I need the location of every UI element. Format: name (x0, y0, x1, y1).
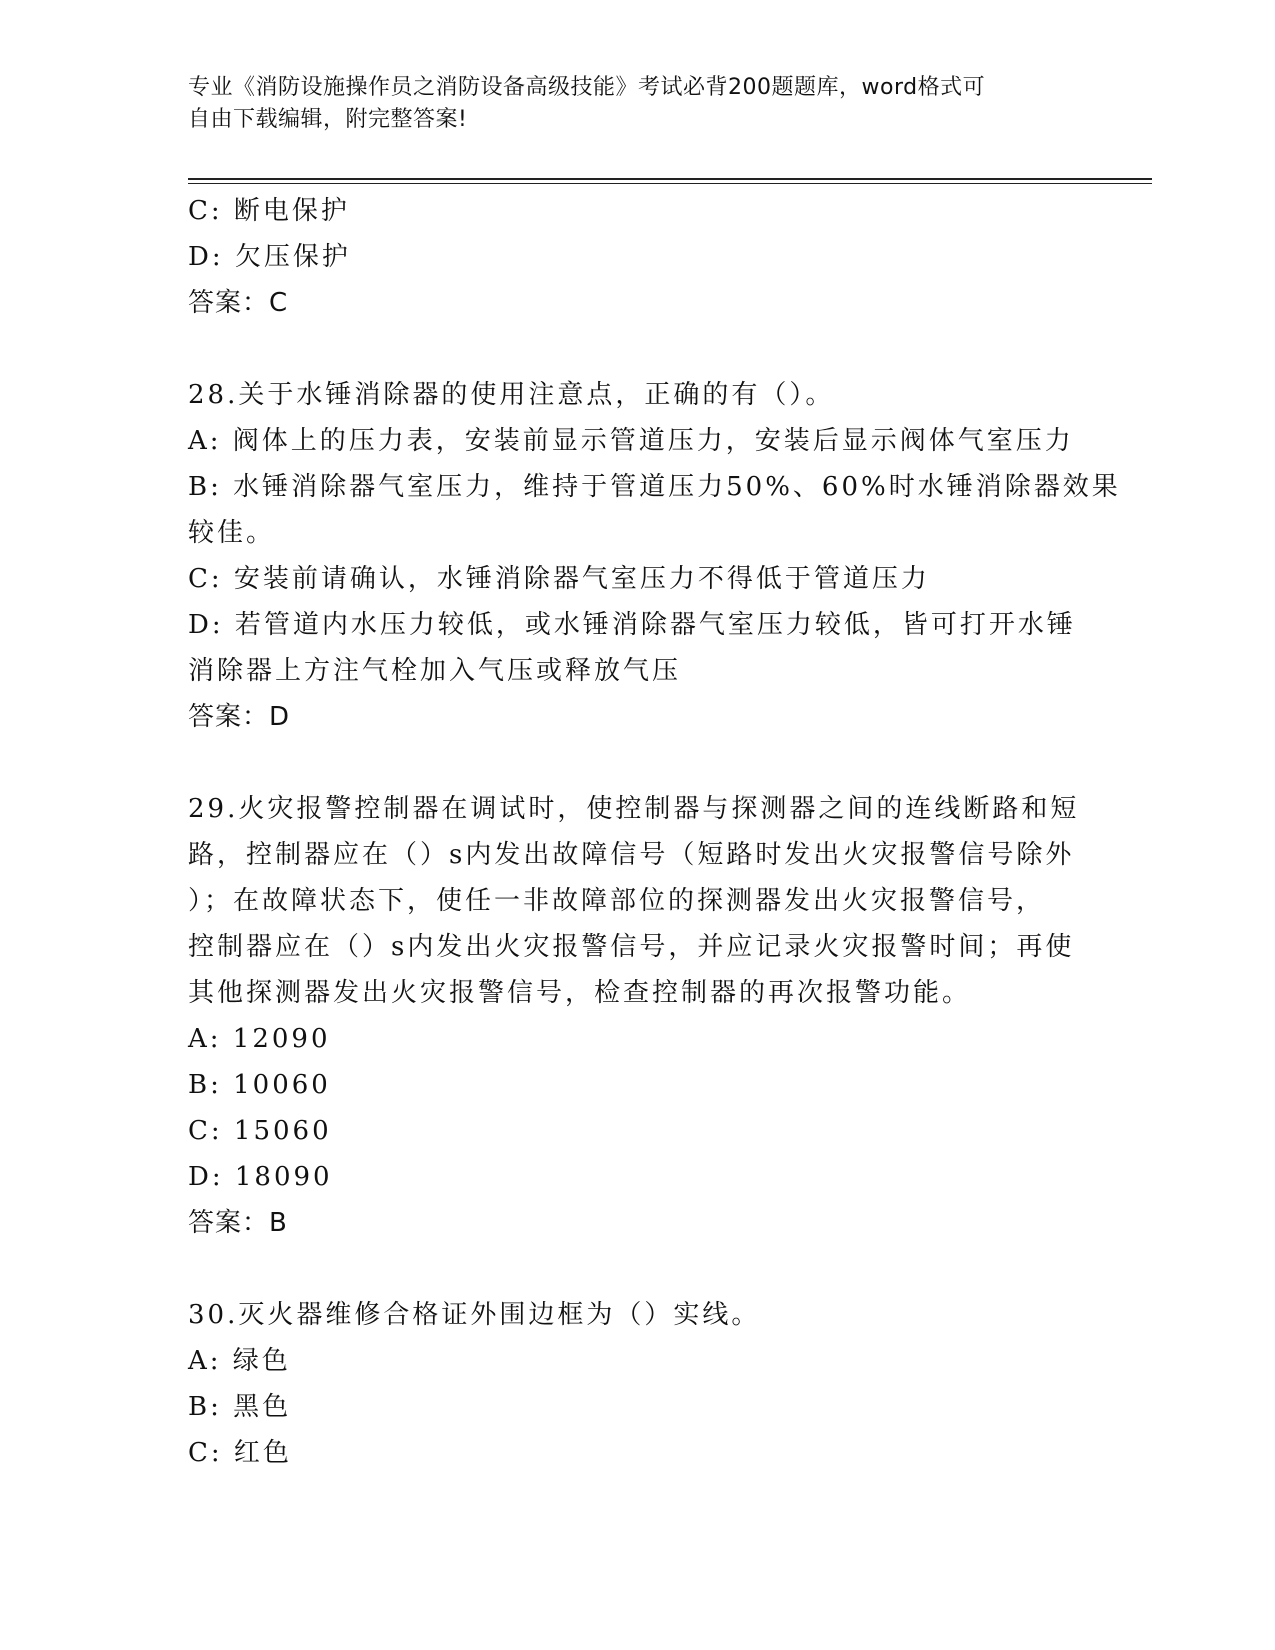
spacer (188, 326, 1088, 372)
answer-line: 答案：B (188, 1208, 288, 1238)
question-30 (188, 1292, 1088, 1476)
header-divider-thick (188, 178, 1152, 180)
option-a: A: 12090 (188, 1024, 331, 1054)
option-a: A: 绿色 (188, 1346, 291, 1376)
option-c: C: 安装前请确认，水锤消除器气室压力不得低于管道压力 (188, 564, 930, 594)
option-d: D: 欠压保护 (188, 242, 351, 272)
question-stem: 29.火灾报警控制器在调试时，使控制器与探测器之间的连线断路和短 (188, 794, 1080, 824)
question-stem-continued: 其他探测器发出火灾报警信号，检查控制器的再次报警功能。 (188, 978, 972, 1008)
question-stem-continued: 路，控制器应在（）s内发出故障信号（短路时发出火灾报警信号除外 (188, 840, 1075, 870)
question-stem: 28.关于水锤消除器的使用注意点，正确的有（）。 (188, 380, 835, 410)
document-body (188, 188, 1121, 1476)
answer-line: 答案：D (188, 702, 291, 732)
option-b: B: 水锤消除器气室压力，维持于管道压力50%、60%时水锤消除器效果 (188, 472, 1121, 502)
question-stem: 30.灭火器维修合格证外围边框为（）实线。 (188, 1300, 761, 1330)
option-b-continued: 较佳。 (188, 518, 276, 548)
header-divider-thin (188, 183, 1152, 184)
answer-line: 答案：C (188, 288, 289, 318)
option-d: D: 18090 (188, 1162, 333, 1192)
question-29 (188, 786, 1088, 1246)
option-b: B: 10060 (188, 1070, 331, 1100)
spacer (188, 1246, 1088, 1292)
option-d: D: 若管道内水压力较低，或水锤消除器气室压力较低，皆可打开水锤 (188, 610, 1076, 640)
document-header (188, 72, 1088, 136)
option-d-continued: 消除器上方注气栓加入气压或释放气压 (188, 656, 682, 686)
option-c: C: 15060 (188, 1116, 332, 1146)
previous-question-tail (188, 188, 1088, 326)
question-stem-continued: ）；在故障状态下，使任一非故障部位的探测器发出火灾报警信号， (188, 886, 1046, 916)
spacer (188, 740, 1088, 786)
question-stem-continued: 控制器应在（）s内发出火灾报警信号，并应记录火灾报警时间；再使 (188, 932, 1075, 962)
option-b: B: 黑色 (188, 1392, 292, 1422)
header-line-1: 专业《消防设施操作员之消防设备高级技能》考试必背200题题库，word格式可 (188, 75, 986, 100)
question-28 (188, 372, 1121, 740)
option-c: C: 红色 (188, 1438, 292, 1468)
header-line-2: 自由下载编辑，附完整答案! (188, 107, 468, 132)
option-c: C: 断电保护 (188, 196, 350, 226)
option-a: A: 阀体上的压力表，安装前显示管道压力，安装后显示阀体气室压力 (188, 426, 1074, 456)
